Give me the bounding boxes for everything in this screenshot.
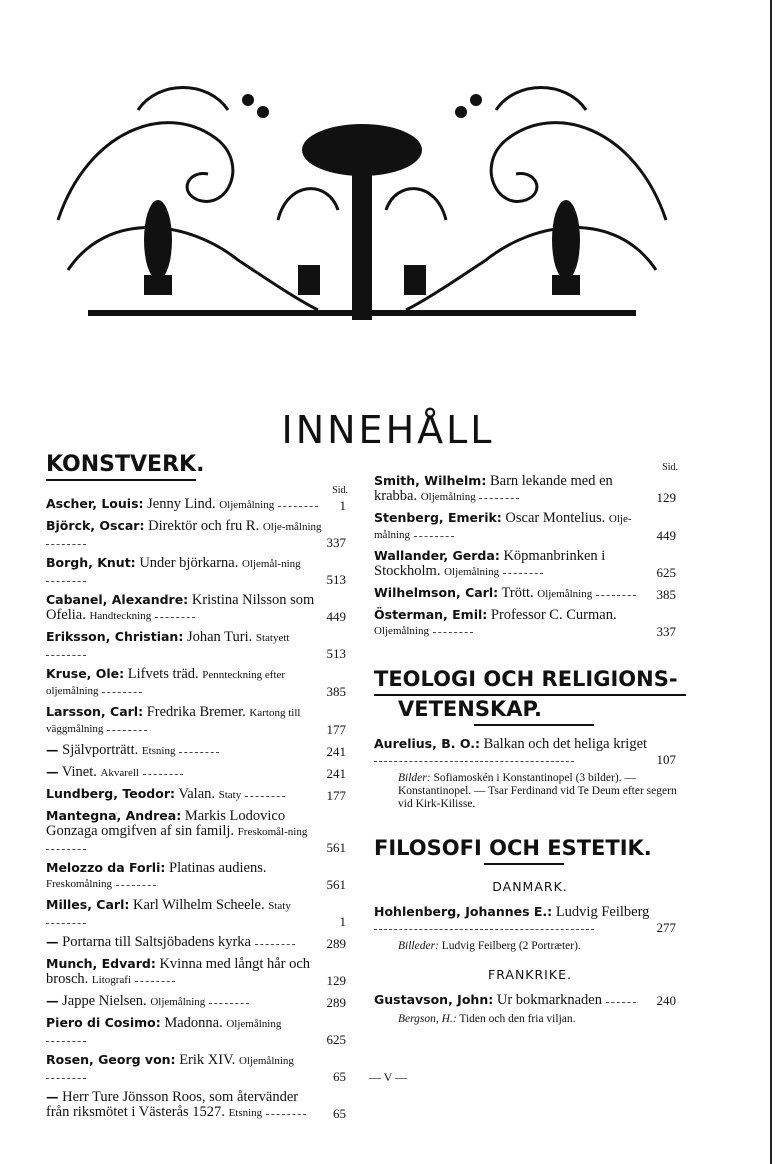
entry-title: Fredrika Bremer. [146, 704, 246, 720]
entry-author: Borgh, Knut: [46, 555, 136, 570]
entry-medium: Oljemålning [226, 1018, 282, 1030]
entry-author: Munch, Edvard: [46, 956, 156, 971]
entry-medium: Akvarell [100, 767, 139, 779]
entry-title: Kristina Nilsson som Ofelia. [46, 592, 315, 623]
left-entry-list [46, 496, 356, 1121]
entry-page: 241 [326, 766, 346, 781]
page-number-footer: — V — [368, 1070, 408, 1084]
entry-page: 241 [326, 744, 346, 759]
toc-entry [374, 548, 686, 580]
entry-medium: Oljemålning [444, 566, 500, 578]
entry-page: 129 [656, 490, 676, 505]
entry-page: 561 [326, 840, 346, 855]
entry-title: Markis Lodovico Gonzaga omgifven af sin familj. [46, 808, 286, 839]
entry-author: — [46, 1089, 59, 1104]
entry-title: Platinas audiens. [169, 860, 267, 876]
toc-entry [374, 904, 686, 935]
entry-author: — [46, 993, 59, 1008]
entry-page: 277 [656, 920, 676, 935]
toc-entry [46, 592, 356, 624]
toc-entry [374, 585, 686, 602]
heading-rule [46, 479, 196, 481]
ornamental-header-illustration [48, 70, 676, 330]
entry-note [398, 772, 686, 811]
entry-page: 289 [326, 995, 346, 1010]
entry-page: 625 [326, 1032, 346, 1047]
section-heading-konstverk: KONSTVERK. [46, 452, 205, 477]
entry-medium: Oljemålning [150, 996, 206, 1008]
section-heading-teologi-line2: VETENSKAP. [398, 697, 543, 721]
entry-title: Barn lekande med en krabba. [374, 473, 613, 504]
toc-entry [46, 704, 356, 737]
note-label: Billeder: [398, 940, 439, 952]
entry-author: Wallander, Gerda: [374, 548, 500, 563]
entry-author: — [46, 764, 59, 779]
entry-title: Portarna till Saltsjöbadens kyrka [62, 934, 251, 950]
entry-medium: Freskomål-ning [237, 826, 308, 838]
entry-medium: Oljemålning [219, 499, 275, 511]
entry-author: Stenberg, Emerik: [374, 510, 502, 525]
toc-entry [46, 956, 356, 988]
entry-page: 337 [326, 535, 346, 550]
page-edge-line [770, 0, 772, 1164]
entry-medium: Statyett [255, 632, 290, 644]
entry-title: Vinet. [61, 764, 97, 780]
entry-title: Lifvets träd. [127, 666, 199, 682]
entry-medium: Etsning [141, 745, 176, 757]
toc-entry [46, 860, 356, 892]
entry-title: Jenny Lind. [147, 496, 216, 512]
entry-title: Köpmanbrinken i Stockholm. [374, 548, 606, 579]
entry-title: Ludvig Feilberg [555, 904, 650, 920]
toc-entry [46, 629, 356, 661]
entry-title: Trött. [501, 585, 534, 601]
entry-page: 385 [326, 684, 346, 699]
entry-title: Självporträtt. [62, 742, 139, 758]
toc-entry [46, 666, 356, 699]
toc-entry [46, 808, 356, 855]
entry-author: Piero di Cosimo: [46, 1015, 161, 1030]
toc-entry [374, 736, 686, 767]
entry-author: — [46, 742, 59, 757]
entry-title: Karl Wilhelm Scheele. [133, 897, 265, 913]
entry-author: Smith, Wilhelm: [374, 473, 487, 488]
toc-entry [374, 473, 686, 505]
toc-entry [46, 555, 356, 587]
entry-page: 337 [656, 624, 676, 639]
toc-entry [46, 764, 356, 781]
entry-page: 107 [656, 752, 676, 767]
entry-medium: Freskomålning [46, 878, 112, 890]
entry-title: Jappe Nielsen. [62, 993, 147, 1009]
right-entry-list [374, 473, 686, 639]
entry-author: Björck, Oscar: [46, 518, 145, 533]
entry-title: Johan Turi. [186, 629, 253, 645]
right-column [374, 452, 686, 1034]
entry-page: 177 [326, 788, 346, 803]
note-label: Bergson, H.: [398, 1013, 457, 1025]
entry-author: Österman, Emil: [374, 607, 488, 622]
toc-entry [46, 496, 356, 513]
entry-medium: Oljemål-ning [241, 558, 301, 570]
entry-author: Aurelius, B. O.: [374, 736, 480, 751]
entry-medium: Kartong till väggmålning [46, 707, 301, 735]
entry-author: Rosen, Georg von: [46, 1052, 176, 1067]
toc-entry [46, 742, 356, 759]
entry-medium: Etsning [228, 1107, 263, 1119]
entry-page: 1 [339, 498, 346, 513]
left-column [46, 452, 356, 1126]
entry-note [398, 1013, 686, 1026]
entry-page: 129 [326, 973, 346, 988]
entry-medium: Litografi [91, 974, 132, 986]
entry-page: 65 [333, 1106, 346, 1121]
entry-page: 177 [326, 722, 346, 737]
entry-medium: Staty [268, 900, 291, 912]
sid-label: Sid. [662, 462, 678, 473]
entry-title: Erik XIV. [179, 1052, 236, 1068]
entry-note [398, 940, 686, 953]
entry-author: Kruse, Ole: [46, 666, 125, 681]
entry-author: Ascher, Louis: [46, 496, 144, 511]
entry-page: 449 [656, 528, 676, 543]
entry-author: Wilhelmson, Carl: [374, 585, 499, 600]
entry-page: 513 [326, 572, 346, 587]
section-heading-filosofi: FILOSOFI OCH ESTETIK. [374, 836, 652, 860]
toc-entry [46, 518, 356, 550]
toc-entry [46, 897, 356, 929]
entry-author: Eriksson, Christian: [46, 629, 184, 644]
toc-entry [374, 607, 686, 639]
note-label: Bilder: [398, 772, 431, 784]
toc-entry [46, 993, 356, 1010]
entry-title: Under björkarna. [139, 555, 239, 571]
entry-author: Cabanel, Alexandre: [46, 592, 189, 607]
entry-author: Melozzo da Forli: [46, 860, 166, 875]
subheading-danmark: DANMARK. [492, 879, 568, 894]
toc-entry [46, 934, 356, 951]
section-heading-teologi: TEOLOGI OCH RELIGIONS- [374, 667, 678, 691]
entry-title: Ur bokmarknaden [496, 992, 602, 1008]
entry-author: Hohlenberg, Johannes E.: [374, 904, 553, 919]
entry-page: 513 [326, 646, 346, 661]
toc-entry [46, 1015, 356, 1047]
toc-entry [374, 992, 686, 1008]
entry-title: Professor C. Curman. [490, 607, 617, 623]
entry-title: Valan. [178, 786, 215, 802]
entry-medium: Olje-målning [262, 521, 322, 533]
subheading-frankrike: FRANKRIKE. [488, 967, 572, 982]
entry-medium: Staty [218, 789, 242, 801]
entry-page: 289 [326, 936, 346, 951]
entry-author: Mantegna, Andrea: [46, 808, 182, 823]
entry-author: Lundberg, Teodor: [46, 786, 175, 801]
entry-title: Madonna. [164, 1015, 223, 1031]
entry-page: 1 [339, 914, 346, 929]
entry-author: Larsson, Carl: [46, 704, 144, 719]
entry-page: 449 [326, 609, 346, 624]
entry-page: 561 [326, 877, 346, 892]
entry-page: 65 [333, 1069, 346, 1084]
entry-medium: Pennteckning efter oljemålning [46, 669, 286, 697]
sid-label: Sid. [332, 485, 348, 496]
entry-medium: Handteckning [89, 610, 152, 622]
entry-page: 625 [656, 565, 676, 580]
entry-title: Kvinna med långt hår och brosch. [46, 956, 311, 987]
entry-medium: Oljemålning [537, 588, 593, 600]
entry-medium: Oljemålning [374, 625, 429, 637]
note-text: Sofiamoskén i Konstantinopel (3 bilder). — Konstantinopel. — Tsar Ferdinand vid Te Deum efter segern vid Kirk-Kilisse. [398, 772, 677, 810]
heading-rule [484, 863, 564, 865]
note-text: Tiden och den fria viljan. [459, 1013, 576, 1025]
entry-title: Herr Ture Jönsson Roos, som återvänder från riksmötet i Västerås 1527. [46, 1089, 299, 1120]
entry-title: Oscar Montelius. [505, 510, 606, 526]
note-text: Ludvig Feilberg (2 Portræter). [441, 940, 581, 952]
toc-entry [46, 1089, 356, 1121]
entry-page: 240 [656, 993, 676, 1008]
toc-entry [374, 510, 686, 543]
entry-title: Direktör och fru R. [148, 518, 260, 534]
entry-medium: Olje-målning [374, 513, 632, 541]
entry-medium: Oljemålning [420, 491, 476, 503]
entry-author: Gustavson, John: [374, 992, 494, 1007]
entry-page: 385 [656, 587, 676, 602]
entry-author: — [46, 934, 59, 949]
entry-title: Balkan och det heliga kriget [483, 736, 648, 752]
entry-author: Milles, Carl: [46, 897, 130, 912]
page-title: INNEHÅLL [281, 408, 495, 452]
entry-medium: Oljemålning [238, 1055, 294, 1067]
toc-entry [46, 786, 356, 803]
